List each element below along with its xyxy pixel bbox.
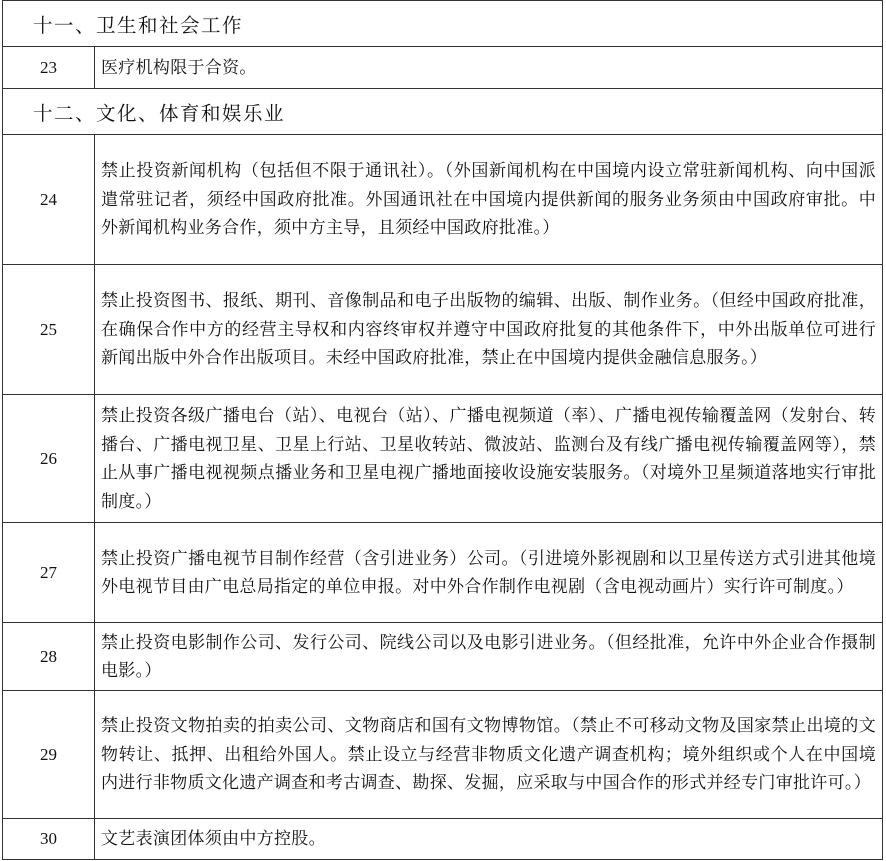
- table-row: [3, 523, 883, 623]
- section-header-row: [3, 89, 883, 135]
- row-text: 医疗机构限于合资。: [95, 47, 883, 89]
- row-number: 26: [3, 395, 95, 523]
- table-row: [3, 47, 883, 89]
- row-number: 29: [3, 691, 95, 819]
- section-header-row: [3, 1, 883, 47]
- table-row: [3, 265, 883, 395]
- row-number: 24: [3, 135, 95, 265]
- table-row: [3, 819, 883, 860]
- row-number: 30: [3, 819, 95, 860]
- row-text: 禁止投资广播电视节目制作经营（含引进业务）公司。（引进境外影视剧和以卫星传送方式引进其他境外电视节目由广电总局指定的单位申报。对中外合作制作电视剧（含电视动画片）实行许可制度。）: [95, 523, 883, 623]
- table-row: [3, 623, 883, 691]
- row-text: 禁止投资文物拍卖的拍卖公司、文物商店和国有文物博物馆。（禁止不可移动文物及国家禁止出境的文物转让、抵押、出租给外国人。禁止设立与经营非物质文化遗产调查机构；境外组织或个人在中国境内进行非物质文化遗产调查和考古调查、勘探、发掘，应采取与中国合作的形式并经专门审批许可。）: [95, 691, 883, 819]
- row-text: 禁止投资新闻机构（包括但不限于通讯社）。（外国新闻机构在中国境内设立常驻新闻机构、向中国派遣常驻记者，须经中国政府批准。外国通讯社在中国境内提供新闻的服务业务须由中国政府审批。中外新闻机构业务合作，须中方主导，且须经中国政府批准。）: [95, 135, 883, 265]
- regulation-table: [2, 0, 883, 860]
- row-text: 禁止投资图书、报纸、期刊、音像制品和电子出版物的编辑、出版、制作业务。（但经中国政府批准，在确保合作中方的经营主导权和内容终审权并遵守中国政府批复的其他条件下，中外出版单位可进行新闻出版中外合作出版项目。未经中国政府批准，禁止在中国境内提供金融信息服务。）: [95, 265, 883, 395]
- table-row: [3, 395, 883, 523]
- section-title: 十一、卫生和社会工作: [3, 1, 883, 47]
- row-number: 25: [3, 265, 95, 395]
- row-number: 23: [3, 47, 95, 89]
- table-row: [3, 691, 883, 819]
- section-title: 十二、文化、体育和娱乐业: [3, 89, 883, 135]
- table-row: [3, 135, 883, 265]
- row-number: 27: [3, 523, 95, 623]
- row-text: 禁止投资电影制作公司、发行公司、院线公司以及电影引进业务。（但经批准，允许中外企业合作摄制电影。）: [95, 623, 883, 691]
- row-text: 文艺表演团体须由中方控股。: [95, 819, 883, 860]
- row-number: 28: [3, 623, 95, 691]
- row-text: 禁止投资各级广播电台（站）、电视台（站）、广播电视频道（率）、广播电视传输覆盖网（发射台、转播台、广播电视卫星、卫星上行站、卫星收转站、微波站、监测台及有线广播电视传输覆盖网等），禁止从事广播电视视频点播业务和卫星电视广播地面接收设施安装服务。（对境外卫星频道落地实行审批制度。）: [95, 395, 883, 523]
